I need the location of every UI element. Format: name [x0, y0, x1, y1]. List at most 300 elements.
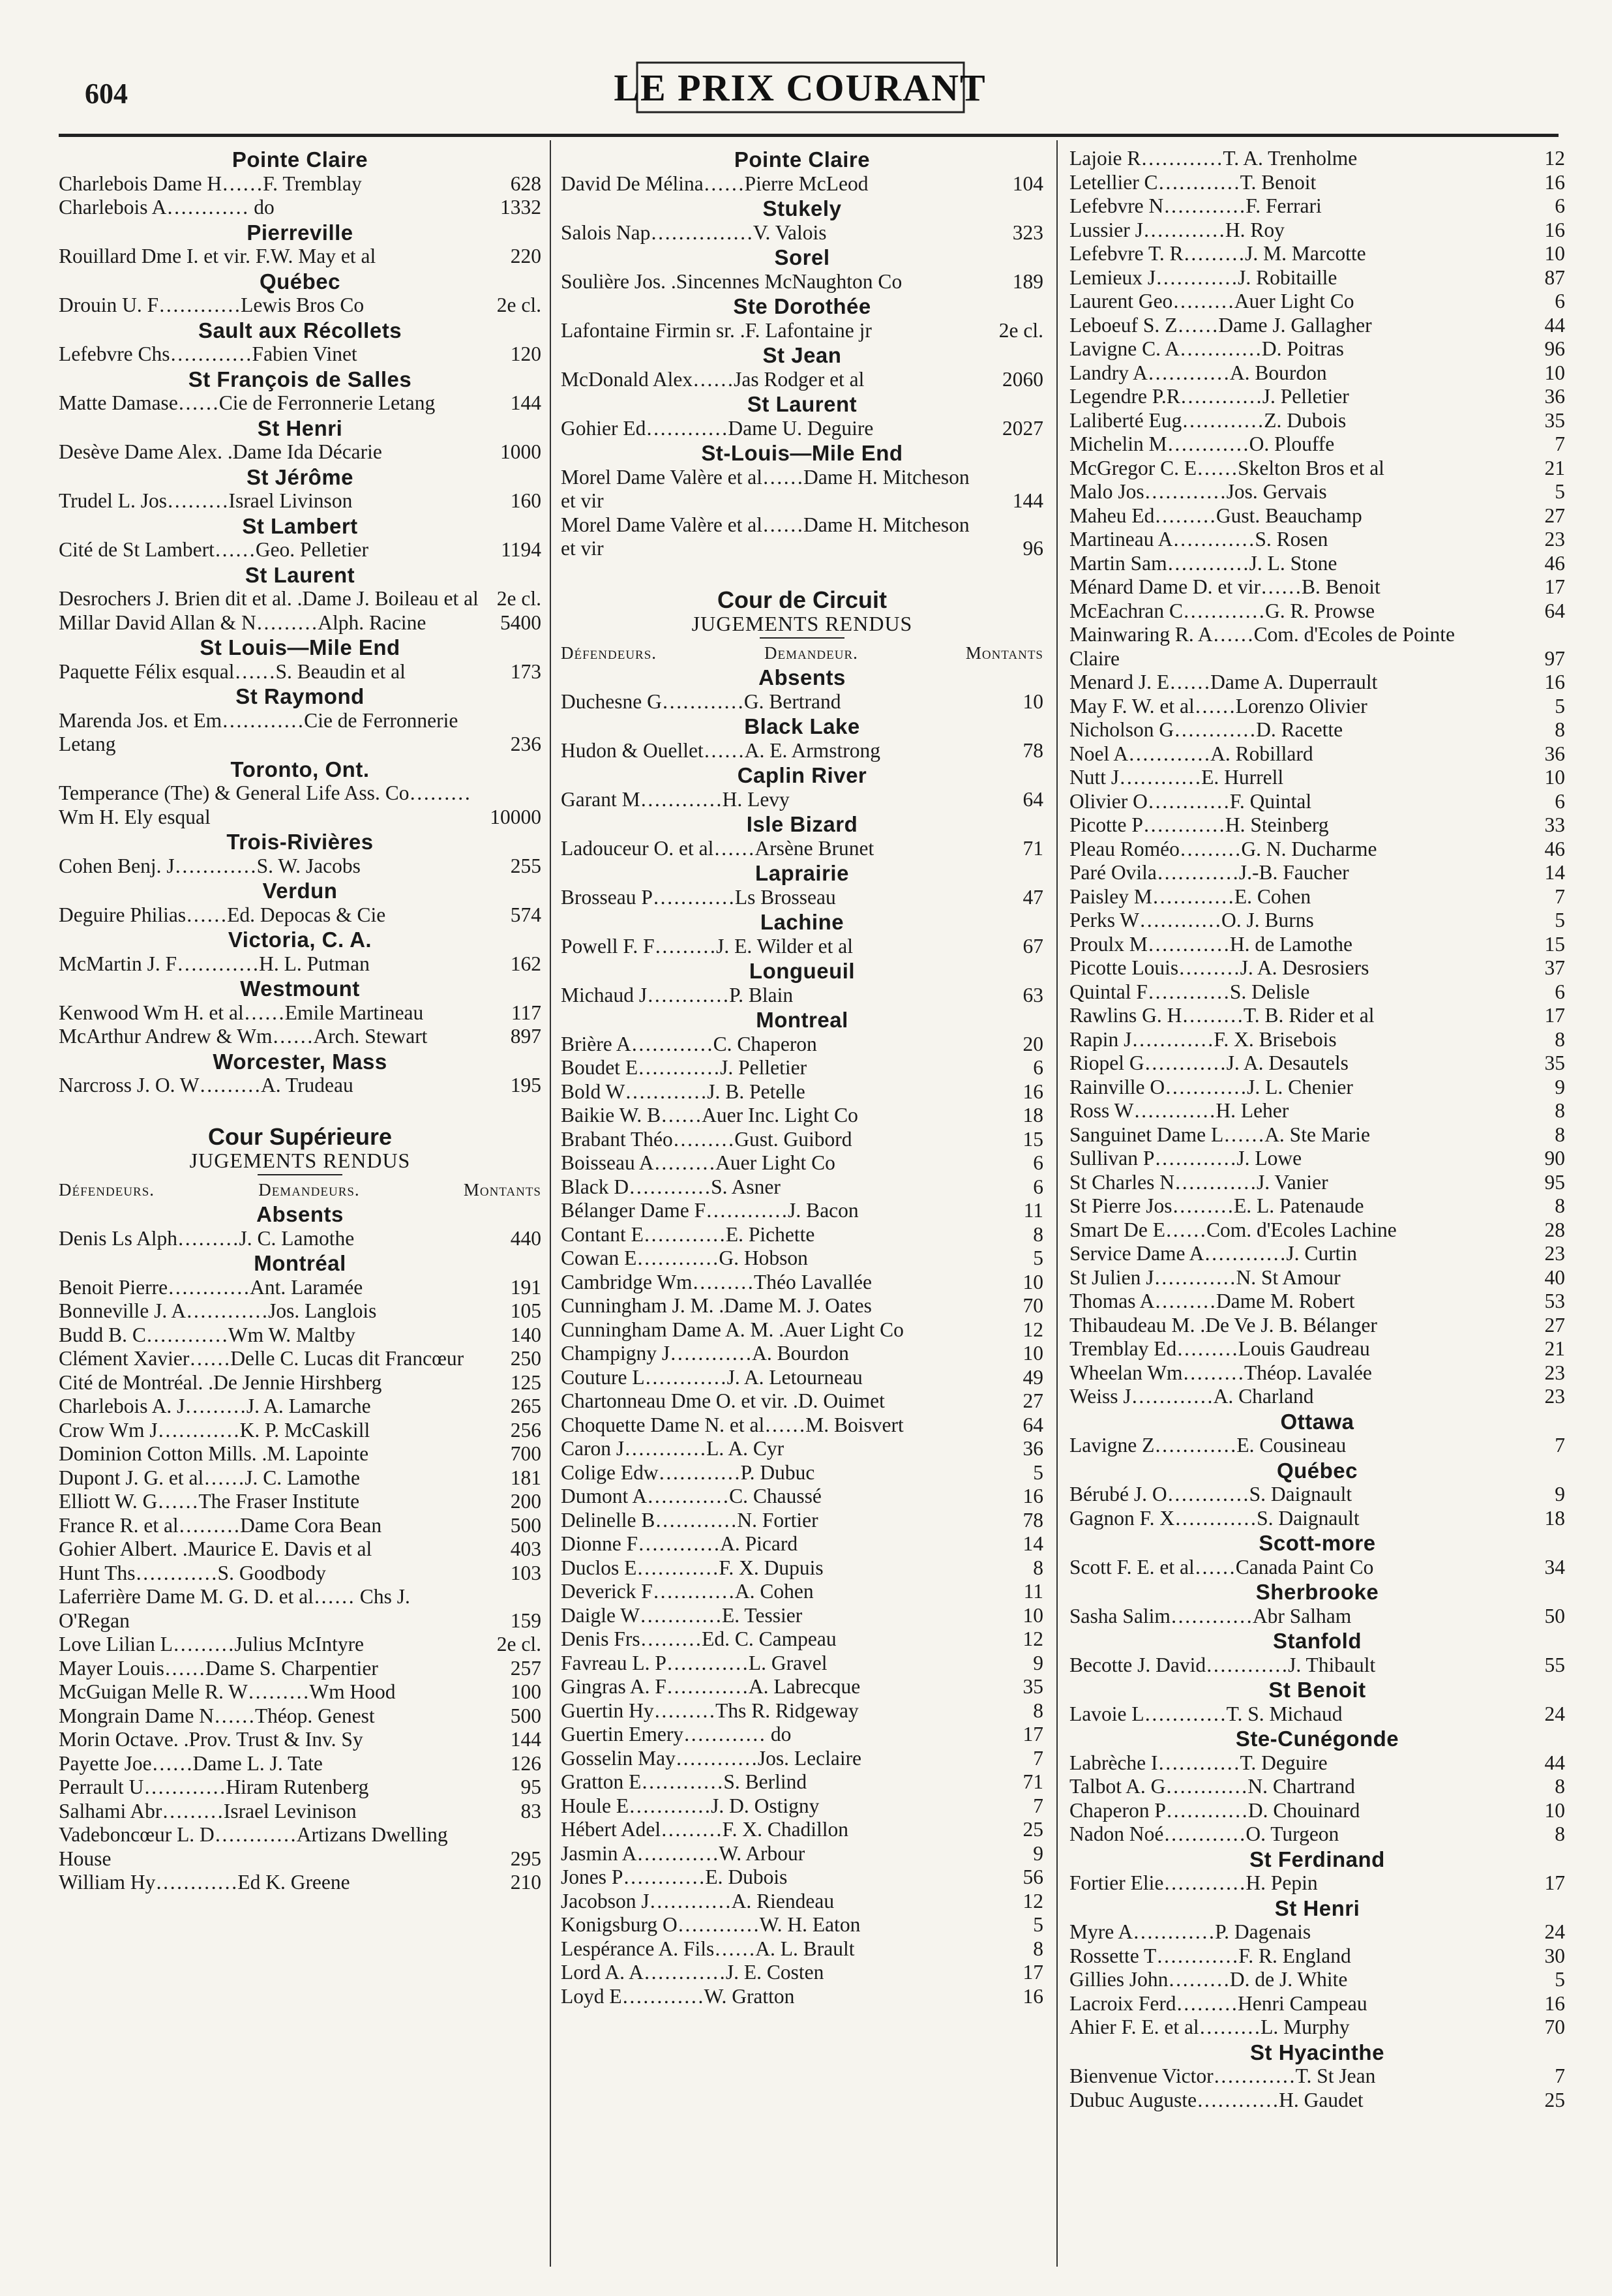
- entry-parties: Picotte Louis………J. A. Desrosiers: [1069, 956, 1369, 979]
- entry-amount: 21: [1544, 456, 1565, 479]
- entry-parties: Ladouceur O. et al……Arsène Brunet: [561, 836, 874, 860]
- place-heading: Stukely: [762, 196, 842, 220]
- judgment-entry: [561, 1294, 1043, 1318]
- place-heading: Ste-Cunégonde: [1235, 1727, 1399, 1751]
- entry-amount: 10: [1022, 689, 1043, 713]
- entry-parties: Houle E…………J. D. Ostigny: [561, 1794, 820, 1817]
- entry-parties: St Julien J…………N. St Amour: [1069, 1265, 1341, 1289]
- entry-amount: 14: [1022, 1532, 1043, 1555]
- judgment-entry: [1069, 552, 1565, 576]
- entry-amount: 36: [1544, 385, 1565, 408]
- entry-amount: 47: [1022, 885, 1043, 909]
- entry-amount: 11: [1023, 1199, 1043, 1222]
- place-heading: Westmount: [240, 976, 360, 1001]
- entry-parties: Contant E…………E. Pichette: [561, 1222, 815, 1246]
- place-heading: Stanfold: [1273, 1629, 1362, 1653]
- section-title: Cour de Circuit: [717, 586, 887, 613]
- entry-amount: 35: [1544, 1051, 1565, 1074]
- entry-parties: Lefebvre T. R………J. M. Marcotte: [1069, 242, 1366, 265]
- judgment-entry: [561, 1389, 1043, 1413]
- judgment-entry: [1069, 2089, 1565, 2113]
- entry-amount: 12: [1544, 147, 1565, 170]
- entry-parties: Nadon Noé…………O. Turgeon: [1069, 1822, 1339, 1845]
- judgment-entry: [1069, 242, 1565, 266]
- entry-parties: Deverick F…………A. Cohen: [561, 1580, 814, 1603]
- entry-amount: 44: [1544, 313, 1565, 337]
- entry-parties: Fortier Elie…………H. Pepin: [1069, 1871, 1318, 1894]
- entry-amount: 257: [510, 1656, 541, 1680]
- entry-amount: 53: [1544, 1290, 1565, 1312]
- entry-parties: Temperance (The) & General Life Ass. Co………Wm H. Ely esqual: [59, 781, 471, 828]
- judgment-entry: [561, 1865, 1043, 1890]
- entry-amount: 7: [1033, 1794, 1043, 1817]
- entry-parties: Millar David Allan & N………Alph. Racine: [59, 611, 426, 634]
- judgment-entry: [1069, 671, 1565, 695]
- entry-parties: Perrault U…………Hiram Rutenberg: [59, 1775, 369, 1798]
- place-heading: Worcester, Mass: [213, 1049, 387, 1074]
- entry-amount: 46: [1544, 551, 1565, 575]
- entry-amount: 23: [1544, 528, 1565, 551]
- judgment-entry: [59, 1419, 541, 1443]
- judgment-entry: [59, 854, 541, 879]
- entry-parties: Narcross J. O. W………A. Trudeau: [59, 1074, 353, 1096]
- judgment-entry: [561, 1675, 1043, 1699]
- entry-amount: 70: [1022, 1294, 1043, 1317]
- place-heading: Québec: [1276, 1458, 1358, 1483]
- judgment-entry: [59, 489, 541, 513]
- place-heading: Ste Dorothée: [733, 294, 871, 318]
- judgment-entry: [561, 1033, 1043, 1057]
- judgment-entry: [561, 1485, 1043, 1509]
- entry-parties: Thomas A………Dame M. Robert: [1069, 1290, 1355, 1312]
- entry-parties: Lefebvre N…………F. Ferrari: [1069, 194, 1322, 217]
- entry-parties: Lord A. A…………J. E. Costen: [561, 1961, 824, 1984]
- column-divider: [550, 140, 551, 2267]
- entry-amount: 56: [1022, 1865, 1043, 1888]
- entry-amount: 200: [510, 1490, 541, 1513]
- judgment-entry: [59, 245, 541, 269]
- entry-parties: Smart De E……Com. d'Ecoles Lachine: [1069, 1218, 1397, 1241]
- entry-amount: 255: [510, 854, 541, 877]
- entry-amount: 40: [1544, 1265, 1565, 1289]
- entry-amount: 78: [1022, 738, 1043, 762]
- entry-amount: 5: [1033, 1246, 1043, 1269]
- judgment-entry: [561, 1199, 1043, 1223]
- judgment-entry: [59, 1442, 541, 1466]
- judgment-entry: [561, 1151, 1043, 1175]
- judgment-entry: [561, 1723, 1043, 1747]
- judgment-entry: [561, 1509, 1043, 1533]
- entry-amount: 16: [1022, 1485, 1043, 1507]
- entry-amount: 36: [1022, 1437, 1043, 1460]
- entry-parties: Caron J…………L. A. Cyr: [561, 1437, 784, 1460]
- entry-parties: Rossette T…………F. R. England: [1069, 1944, 1351, 1967]
- entry-amount: 23: [1544, 1242, 1565, 1265]
- entry-amount: 70: [1544, 2016, 1565, 2038]
- judgment-entry: [1069, 1434, 1565, 1458]
- judgment-entry: [561, 1556, 1043, 1580]
- entry-amount: 5: [1555, 1968, 1565, 1991]
- entry-parties: Ménard Dame D. et vir……B. Benoit: [1069, 575, 1381, 598]
- judgment-entry: [59, 538, 541, 562]
- entry-parties: Matte Damase……Cie de Ferronnerie Letang: [59, 391, 436, 414]
- place-heading: Isle Bizard: [746, 812, 858, 836]
- entry-parties: Hébert Adel………F. X. Chadillon: [561, 1818, 849, 1841]
- entry-amount: 17: [1022, 1961, 1043, 1984]
- entry-parties: Cowan E…………G. Hobson: [561, 1246, 808, 1269]
- entry-amount: 33: [1544, 813, 1565, 836]
- entry-amount: 7: [1555, 884, 1565, 908]
- entry-amount: 71: [1022, 1770, 1043, 1793]
- entry-parties: Menard J. E……Dame A. Duperrault: [1069, 671, 1378, 693]
- judgment-entry: [59, 709, 541, 757]
- place-heading: Trois-Rivières: [226, 830, 374, 854]
- entry-amount: 191: [510, 1275, 541, 1299]
- entry-parties: St Pierre Jos………E. L. Patenaude: [1069, 1194, 1364, 1217]
- judgment-entry: [59, 1490, 541, 1514]
- entry-amount: 403: [510, 1537, 541, 1560]
- entry-parties: Rapin J…………F. X. Brisebois: [1069, 1027, 1337, 1051]
- entry-amount: 35: [1544, 408, 1565, 432]
- entry-parties: Marenda Jos. et Em…………Cie de Ferronnerie Letang: [59, 708, 458, 755]
- entry-amount: 35: [1022, 1675, 1043, 1698]
- entry-amount: 162: [510, 952, 541, 975]
- entry-parties: Jones P…………E. Dubois: [561, 1865, 788, 1888]
- entry-parties: Gosselin May…………Jos. Leclaire: [561, 1746, 862, 1770]
- entry-parties: Dubuc Auguste…………H. Gaudet: [1069, 2088, 1364, 2111]
- judgment-entry: [561, 1794, 1043, 1819]
- entry-parties: Morel Dame Valère et al……Dame H. Mitcheson et vir: [561, 513, 970, 560]
- entry-parties: Guertin Hy………Ths R. Ridgeway: [561, 1699, 859, 1722]
- entry-amount: 12: [1022, 1889, 1043, 1912]
- entry-parties: McGregor C. E……Skelton Bros et al: [1069, 456, 1384, 479]
- entry-parties: Lavigne Z…………E. Cousineau: [1069, 1434, 1347, 1457]
- entry-parties: Landry A…………A. Bourdon: [1069, 361, 1327, 384]
- judgment-entry: [1069, 219, 1565, 243]
- judgment-entry: [1069, 1751, 1565, 1775]
- entry-parties: Lespérance A. Fils……A. L. Brault: [561, 1937, 855, 1960]
- judgment-entry: [1069, 1171, 1565, 1195]
- entry-amount: 16: [1022, 1984, 1043, 2008]
- judgment-entry: [561, 1271, 1043, 1295]
- entry-amount: 105: [510, 1299, 541, 1322]
- entry-amount: 700: [510, 1442, 541, 1465]
- judgment-entry: [59, 781, 541, 829]
- judgment-entry: [59, 294, 541, 318]
- entry-amount: 10: [1544, 361, 1565, 384]
- judgment-entry: [59, 1323, 541, 1348]
- judgment-entry: [1069, 909, 1565, 933]
- entry-amount: 5: [1033, 1913, 1043, 1936]
- entry-amount: 210: [510, 1871, 541, 1894]
- place-heading: St Benoit: [1268, 1678, 1366, 1702]
- judgment-entry: [561, 466, 1043, 513]
- entry-parties: Riopel G…………J. A. Desautels: [1069, 1051, 1349, 1074]
- entry-parties: Paré Ovila…………J.-B. Faucher: [1069, 861, 1349, 884]
- judgment-entry: [561, 1461, 1043, 1485]
- judgment-entry: [561, 1342, 1043, 1366]
- entry-amount: 27: [1544, 504, 1565, 527]
- entry-parties: Mayer Louis……Dame S. Charpentier: [59, 1656, 378, 1680]
- judgment-entry: [561, 1128, 1043, 1152]
- entry-amount: 189: [1012, 269, 1043, 293]
- top-rule: [59, 134, 1559, 137]
- place-heading: Victoria, C. A.: [228, 928, 372, 952]
- entry-amount: 6: [1555, 980, 1565, 1003]
- entry-parties: Desève Dame Alex. .Dame Ida Décarie: [59, 440, 382, 463]
- judgment-entry: [1069, 1992, 1565, 2016]
- judgment-entry: [1069, 1605, 1565, 1629]
- place-heading: St Lambert: [242, 513, 358, 538]
- entry-parties: Becotte J. David…………J. Thibault: [1069, 1653, 1376, 1676]
- judgment-entry: [561, 368, 1043, 392]
- entry-amount: 181: [510, 1466, 541, 1489]
- entry-amount: 160: [510, 489, 541, 512]
- entry-amount: 8: [1555, 1775, 1565, 1798]
- judgment-entry: [561, 1413, 1043, 1438]
- entry-parties: Maheu Ed………Gust. Beauchamp: [1069, 504, 1362, 527]
- entry-parties: Paquette Félix esqual……S. Beaudin et al: [59, 659, 406, 683]
- judgment-entry: [1069, 266, 1565, 290]
- entry-amount: 144: [510, 1728, 541, 1751]
- entry-amount: 574: [510, 903, 541, 926]
- judgment-entry: [1069, 1099, 1565, 1123]
- entry-parties: Trudel L. Jos………Israel Livinson: [59, 489, 353, 512]
- judgment-entry: [1069, 1051, 1565, 1076]
- entry-parties: Ahier F. E. et al………L. Murphy: [1069, 2016, 1350, 2038]
- entry-amount: 440: [510, 1226, 541, 1250]
- entry-parties: Malo Jos…………Jos. Gervais: [1069, 480, 1327, 503]
- entry-parties: Brière A…………C. Chaperon: [561, 1032, 817, 1055]
- section-subtitle: JUGEMENTS RENDUS: [189, 1149, 411, 1172]
- entry-parties: Rawlins G. H………T. B. Rider et al: [1069, 1004, 1375, 1027]
- entry-amount: 195: [510, 1074, 541, 1096]
- judgment-entry: [1069, 623, 1565, 671]
- entry-amount: 50: [1544, 1604, 1565, 1627]
- entry-parties: Lafontaine Firmin sr. .F. Lafontaine jr: [561, 318, 872, 342]
- judgment-entry: [561, 1627, 1043, 1652]
- entry-parties: Denis Frs………Ed. C. Campeau: [561, 1627, 837, 1650]
- entry-amount: 16: [1544, 218, 1565, 241]
- place-heading: Scott-more: [1259, 1531, 1376, 1555]
- entry-parties: Jacobson J…………A. Riendeau: [561, 1889, 835, 1912]
- entry-parties: Proulx M…………H. de Lamothe: [1069, 932, 1352, 956]
- entry-parties: Cohen Benj. J…………S. W. Jacobs: [59, 854, 361, 877]
- entry-parties: Duchesne G…………G. Bertrand: [561, 689, 841, 713]
- judgment-entry: [59, 1371, 541, 1395]
- entry-parties: Boisseau A………Auer Light Co: [561, 1151, 835, 1174]
- entry-parties: Salois Nap……………V. Valois: [561, 220, 827, 244]
- entry-amount: 100: [510, 1680, 541, 1703]
- judgment-entry: [1069, 194, 1565, 219]
- judgment-entry: [561, 1818, 1043, 1842]
- entry-parties: Brosseau P…………Ls Brosseau: [561, 885, 836, 909]
- entry-parties: Chartonneau Dme O. et vir. .D. Ouimet: [561, 1389, 885, 1412]
- judgment-entry: [59, 1752, 541, 1776]
- judgment-entry: [561, 1366, 1043, 1390]
- section-gap: [59, 1098, 541, 1116]
- judgment-entry: [1069, 1218, 1565, 1243]
- entry-amount: 64: [1544, 599, 1565, 622]
- entry-parties: Morel Dame Valère et al……Dame H. Mitcheson et vir: [561, 465, 970, 512]
- column-3: [1069, 147, 1565, 2267]
- judgment-entry: [561, 1580, 1043, 1604]
- entry-amount: 256: [510, 1418, 541, 1442]
- judgment-entry: [561, 1747, 1043, 1771]
- entry-parties: Clément Xavier……Delle C. Lucas dit Francœur: [59, 1347, 464, 1370]
- entry-parties: Favreau L. P…………L. Gravel: [561, 1651, 828, 1674]
- judgment-entry: [1069, 695, 1565, 719]
- place-heading: St-Louis—Mile End: [701, 441, 903, 465]
- entry-amount: 140: [510, 1323, 541, 1346]
- entry-amount: 25: [1544, 2088, 1565, 2111]
- judgment-entry: [1069, 1266, 1565, 1290]
- entry-parties: Laferrière Dame M. G. D. et al…… Chs J. O'Regan: [59, 1585, 410, 1632]
- entry-parties: Dionne F…………A. Picard: [561, 1532, 798, 1555]
- judgment-entry: [1069, 385, 1565, 409]
- place-heading: St Raymond: [235, 684, 365, 708]
- entry-parties: Konigsburg O…………W. H. Eaton: [561, 1913, 861, 1936]
- entry-parties: Bérubé J. O…………S. Daignault: [1069, 1483, 1352, 1505]
- entry-parties: Budd B. C…………Wm W. Maltby: [59, 1323, 356, 1346]
- judgment-entry: [561, 1246, 1043, 1271]
- entry-amount: 71: [1022, 836, 1043, 860]
- judgment-entry: [59, 440, 541, 464]
- entry-amount: 144: [510, 391, 541, 414]
- entry-parties: Scott F. E. et al……Canada Paint Co: [1069, 1555, 1374, 1578]
- judgment-entry: [1069, 1147, 1565, 1171]
- judgment-entry: [1069, 1944, 1565, 1969]
- entry-amount: 20: [1022, 1032, 1043, 1055]
- subtitle-rule: [760, 637, 844, 639]
- judgment-entry: [59, 1728, 541, 1752]
- entry-amount: 64: [1022, 1413, 1043, 1436]
- entry-amount: 8: [1555, 1123, 1565, 1146]
- place-heading: Sorel: [774, 245, 830, 269]
- entry-parties: Pleau Roméo………G. N. Ducharme: [1069, 837, 1377, 860]
- place-heading: Lachine: [760, 910, 844, 934]
- place-heading: Toronto, Ont.: [230, 757, 370, 781]
- judgment-entry: [1069, 290, 1565, 314]
- entry-amount: 126: [510, 1751, 541, 1775]
- entry-parties: Sanguinet Dame L……A. Ste Marie: [1069, 1123, 1371, 1146]
- entry-amount: 96: [1544, 337, 1565, 360]
- judgment-entry: [561, 1652, 1043, 1676]
- judgment-entry: [561, 1080, 1043, 1104]
- entry-amount: 64: [1022, 787, 1043, 811]
- judgment-entry: [59, 1680, 541, 1704]
- judgment-entry: [59, 952, 541, 976]
- entry-parties: Mainwaring R. A……Com. d'Ecoles de Pointe Claire: [1069, 623, 1455, 670]
- entry-amount: 6: [1033, 1175, 1043, 1198]
- judgment-entry: [561, 788, 1043, 812]
- entry-amount: 96: [1022, 537, 1043, 560]
- entry-amount: 49: [1022, 1365, 1043, 1389]
- entry-parties: Drouin U. F…………Lewis Bros Co: [59, 294, 365, 316]
- entry-parties: Chaperon P…………D. Chouinard: [1069, 1798, 1360, 1822]
- judgment-entry: [561, 1699, 1043, 1723]
- entry-parties: Wheelan Wm………Théop. Lavalée: [1069, 1361, 1372, 1384]
- entry-amount: 628: [510, 172, 541, 195]
- entry-amount: 117: [511, 1001, 541, 1024]
- entry-parties: Gohier Albert. .Maurice E. Davis et al: [59, 1537, 372, 1560]
- judgment-entry: [561, 1604, 1043, 1628]
- entry-amount: 95: [520, 1775, 541, 1798]
- judgment-entry: [561, 1961, 1043, 1985]
- entry-amount: 897: [510, 1025, 541, 1048]
- entry-amount: 5400: [500, 611, 541, 634]
- section-title: Cour Supérieure: [207, 1123, 393, 1150]
- entry-amount: 500: [510, 1704, 541, 1727]
- entry-parties: Thibaudeau M. .De Ve J. B. Bélanger: [1069, 1313, 1377, 1337]
- section-subtitle: JUGEMENTS RENDUS: [691, 612, 913, 635]
- entry-parties: Bélanger Dame F…………J. Bacon: [561, 1199, 859, 1222]
- place-heading: St Henri: [257, 415, 343, 440]
- entry-amount: 8: [1033, 1222, 1043, 1246]
- entry-parties: Sullivan P…………J. Lowe: [1069, 1147, 1302, 1170]
- entry-amount: 2e cl.: [998, 318, 1043, 342]
- judgment-entry: [59, 611, 541, 635]
- judgment-entry: [561, 1175, 1043, 1200]
- judgment-entry: [59, 1227, 541, 1251]
- judgment-entry: [1069, 457, 1565, 481]
- place-heading: Sault aux Récollets: [198, 318, 402, 342]
- judgment-entry: [1069, 599, 1565, 624]
- judgment-entry: [59, 1514, 541, 1538]
- entry-amount: 6: [1555, 290, 1565, 312]
- entry-amount: 104: [1012, 172, 1043, 195]
- header-plaintiffs: Demandeur.: [764, 642, 858, 663]
- entry-amount: 173: [510, 659, 541, 683]
- place-heading: Longueuil: [749, 959, 856, 983]
- judgment-entry: [1069, 1004, 1565, 1028]
- judgment-entry: [1069, 361, 1565, 385]
- column-headers: [59, 1178, 541, 1202]
- entry-amount: 46: [1544, 837, 1565, 860]
- entry-parties: Lavoie L…………T. S. Michaud: [1069, 1702, 1343, 1725]
- entry-amount: 7: [1555, 432, 1565, 455]
- place-heading: St Laurent: [245, 562, 355, 587]
- entry-parties: Dupont J. G. et al……J. C. Lamothe: [59, 1466, 360, 1489]
- header-amounts: Montants: [463, 1179, 541, 1200]
- entry-parties: Couture L…………J. A. Letourneau: [561, 1365, 863, 1389]
- entry-parties: Jasmin A…………W. Arbour: [561, 1841, 805, 1865]
- entry-parties: Crow Wm J…………K. P. McCaskill: [59, 1418, 370, 1442]
- judgment-entry: [1069, 1123, 1565, 1147]
- judgment-entry: [1069, 742, 1565, 766]
- entry-parties: Nicholson G…………D. Racette: [1069, 718, 1343, 741]
- section-gap: [561, 561, 1043, 579]
- judgment-entry: [59, 587, 541, 611]
- judgment-entry: [561, 1890, 1043, 1914]
- judgment-entry: [561, 837, 1043, 861]
- entry-parties: Picotte P…………H. Steinberg: [1069, 813, 1329, 836]
- entry-amount: 24: [1544, 1702, 1565, 1725]
- judgment-entry: [561, 172, 1043, 196]
- entry-parties: Rouillard Dme I. et vir. F.W. May et al: [59, 245, 376, 267]
- judgment-entry: [1069, 171, 1565, 195]
- entry-amount: 90: [1544, 1147, 1565, 1170]
- entry-parties: Powell F. F………J. E. Wilder et al: [561, 934, 853, 958]
- entry-amount: 8: [1555, 718, 1565, 741]
- entry-amount: 15: [1022, 1127, 1043, 1151]
- judgment-entry: [1069, 1702, 1565, 1727]
- judgment-entry: [1069, 813, 1565, 838]
- judgment-entry: [59, 1074, 541, 1098]
- entry-amount: 6: [1033, 1151, 1043, 1174]
- entry-amount: 97: [1544, 646, 1565, 670]
- entry-amount: 5: [1555, 909, 1565, 931]
